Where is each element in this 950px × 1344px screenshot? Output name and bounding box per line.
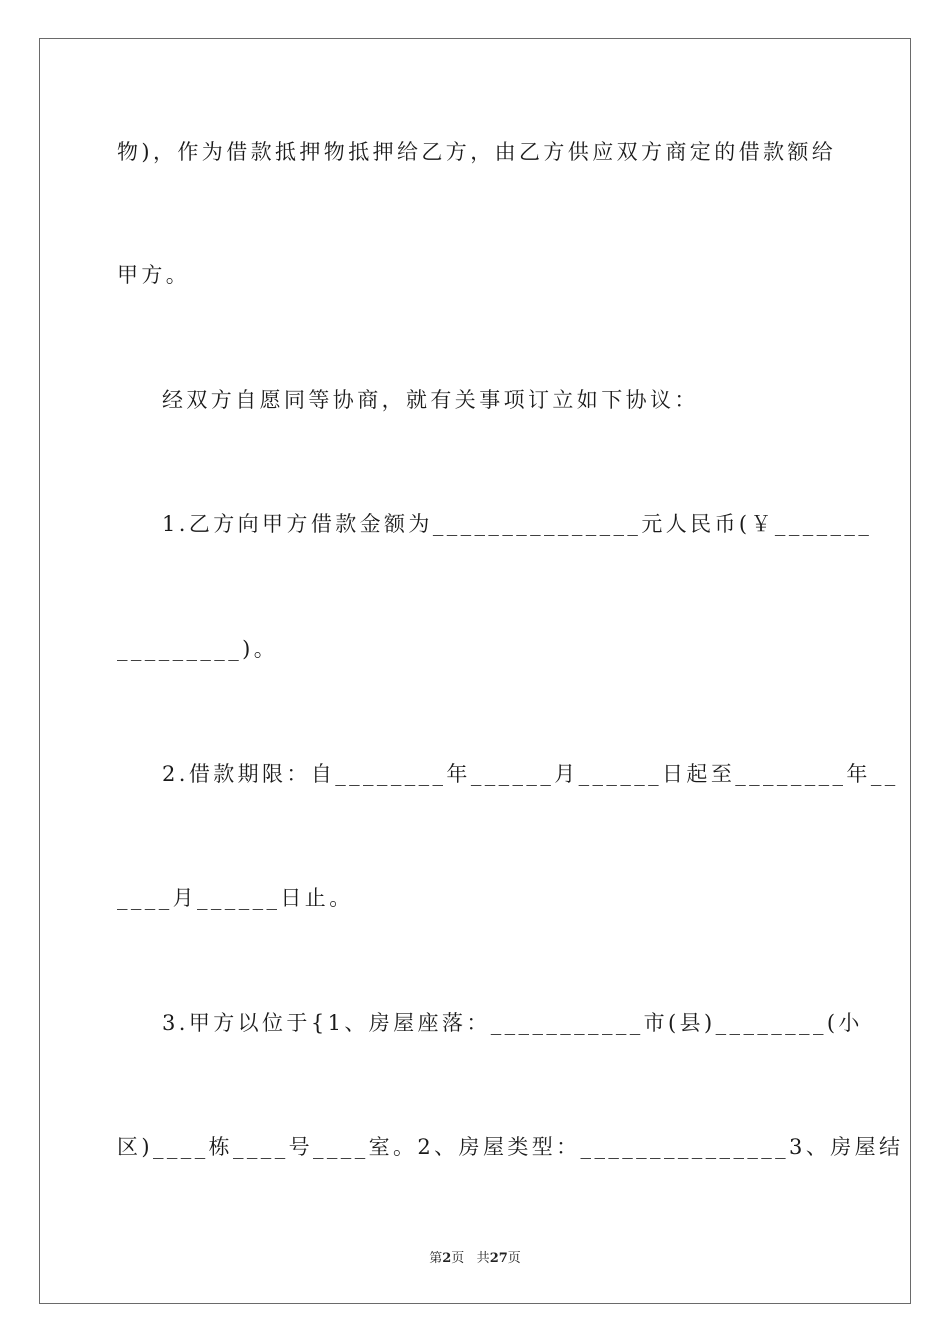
footer-page-number: 2 <box>442 1251 452 1266</box>
text-line-4: 1.乙方向甲方借款金额为_______________元人民币(￥_______ <box>162 512 873 536</box>
text-line-9: 区)____栋____号____室。2、房屋类型：_______________3、房屋结 <box>117 1135 904 1159</box>
text-line-2: 甲方。 <box>117 263 191 287</box>
page-border <box>39 38 911 1304</box>
text-line-1: 物)，作为借款抵押物抵押给乙方，由乙方供应双方商定的借款额给 <box>117 140 837 164</box>
footer-total-suffix: 页 <box>507 1251 521 1266</box>
text-line-8: 3.甲方以位于{1、房屋座落：___________市(县)________(小 <box>162 1011 863 1035</box>
text-line-5: _________)。 <box>117 637 279 661</box>
text-line-6: 2.借款期限：自________年______月______日起至________年__ <box>162 762 899 786</box>
footer-page-suffix: 页 <box>451 1251 465 1266</box>
text-line-7: ____月______日止。 <box>117 886 354 910</box>
footer-prefix: 第 <box>429 1251 443 1266</box>
footer-total-pages: 27 <box>489 1251 508 1266</box>
page-footer <box>0 1247 950 1266</box>
text-line-3: 经双方自愿同等协商，就有关事项订立如下协议： <box>162 388 699 412</box>
footer-total-prefix: 共 <box>476 1251 490 1266</box>
